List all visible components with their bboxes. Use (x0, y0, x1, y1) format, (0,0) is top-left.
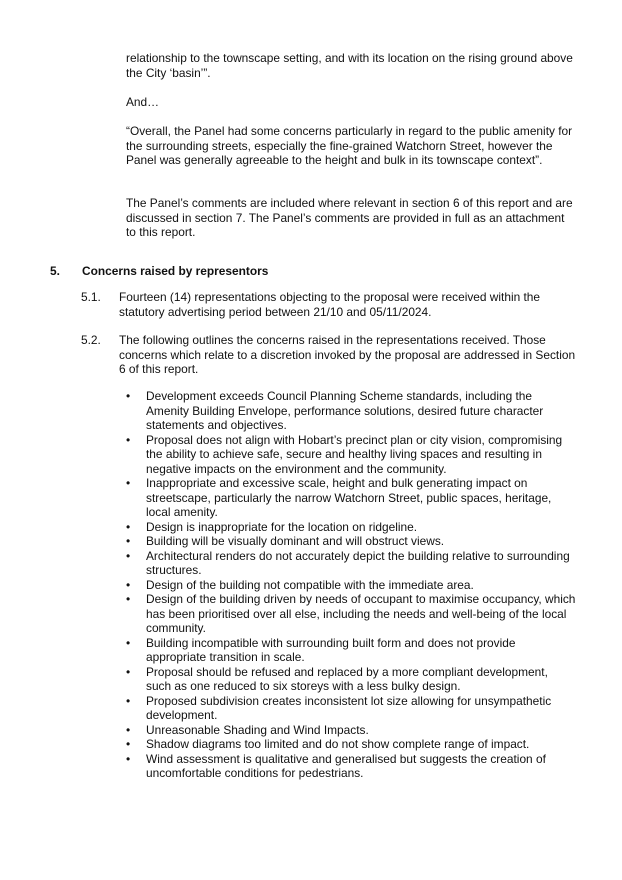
bullet-icon: • (126, 693, 131, 708)
list-item (126, 578, 576, 593)
bullet-icon: • (126, 476, 131, 490)
bullet-icon: • (126, 751, 131, 766)
list-item-text: Proposal should be refused and replaced by a more compliant development, such as one reduced to six storeys with a less bulky design. (146, 664, 548, 693)
bullet-icon: • (126, 635, 131, 650)
list-item-text: Architectural renders do not accurately depict the building relative to surrounding structures. (146, 548, 570, 577)
list-item-text: Design of the building driven by needs of occupant to maximise occupancy, which has been prioritised over all else, including the needs and well-being of the local community. (146, 592, 576, 635)
list-item (126, 549, 576, 578)
list-item (126, 665, 576, 694)
bullet-icon: • (126, 519, 131, 534)
bullet-icon: • (126, 722, 131, 737)
list-item-text: Development exceeds Council Planning Scheme standards, including the Amenity Building Envelope, performance solutions, desired future character statements and objectives. (146, 389, 544, 432)
subsection-number: 5.2. (81, 333, 101, 347)
list-item-text: Proposal does not align with Hobart’s precinct plan or city vision, compromising the ability to achieve safe, secure and healthy living spaces and resulting in negative impacts on the environment and the community. (146, 432, 563, 476)
bullet-icon: • (126, 548, 131, 563)
subsection-text: Fourteen (14) representations objecting to the proposal were received within the statutory advertising period between 21/10 and 05/11/2024. (119, 290, 541, 319)
list-item-text: Design of the building not compatible with the immediate area. (146, 577, 474, 592)
list-item-text: Building incompatible with surrounding built form and does not provide appropriate transition in scale. (146, 635, 516, 664)
list-item (126, 737, 576, 752)
bullet-icon: • (126, 389, 131, 403)
list-item-text: Shadow diagrams too limited and do not show complete range of impact. (146, 737, 530, 751)
list-item (126, 694, 576, 723)
list-item (126, 534, 576, 549)
list-item (126, 520, 576, 535)
subsection-5-2 (81, 333, 576, 377)
list-item (126, 592, 576, 636)
bullet-icon: • (126, 534, 131, 548)
bullet-icon: • (126, 737, 131, 751)
list-item-text: Proposed subdivision creates inconsistent lot size allowing for unsympathetic development. (146, 693, 552, 722)
list-item-text: Inappropriate and excessive scale, height and bulk generating impact on streetscape, particularly the narrow Watchorn Street, public spaces, heritage, local amenity. (146, 476, 552, 519)
subsection-number: 5.1. (81, 290, 101, 304)
bullet-icon: • (126, 577, 131, 592)
list-item (126, 433, 576, 477)
list-item (126, 752, 576, 781)
section-title: Concerns raised by representors (82, 264, 269, 278)
paragraph-and: And… (126, 95, 160, 109)
subsection-5-1 (81, 290, 576, 319)
paragraph-panel-quote: “Overall, the Panel had some concerns particularly in regard to the public amenity for the surrounding streets, especially the fine-grained Watchorn Street, however the Panel was generally agreeable to the height and bulk in its townscape context”. (126, 124, 573, 167)
list-item (126, 476, 576, 520)
concerns-list (126, 389, 576, 781)
bullet-icon: • (126, 432, 131, 447)
list-item-text: Design is inappropriate for the location on ridgeline. (146, 519, 418, 534)
paragraph-quote-continuation: relationship to the townscape setting, and with its location on the rising ground above the City ‘basin’”. (126, 51, 573, 80)
section-number: 5. (50, 264, 60, 278)
list-item-text: Unreasonable Shading and Wind Impacts. (146, 722, 369, 737)
bullet-icon: • (126, 592, 131, 606)
bullet-icon: • (126, 664, 131, 679)
list-item (126, 636, 576, 665)
paragraph-panel-comments: The Panel’s comments are included where relevant in section 6 of this report and are discussed in section 7. The Panel’s comments are provided in full as an attachment to this report. (126, 196, 573, 239)
list-item-text: Wind assessment is qualitative and generalised but suggests the creation of uncomfortable conditions for pedestrians. (146, 751, 546, 780)
list-item-text: Building will be visually dominant and will obstruct views. (146, 534, 445, 548)
list-item (126, 723, 576, 738)
list-item (126, 389, 576, 433)
subsection-text: The following outlines the concerns raised in the representations received. Those concerns which relate to a discretion invoked by the proposal are addressed in Section 6 of this report. (119, 333, 576, 376)
